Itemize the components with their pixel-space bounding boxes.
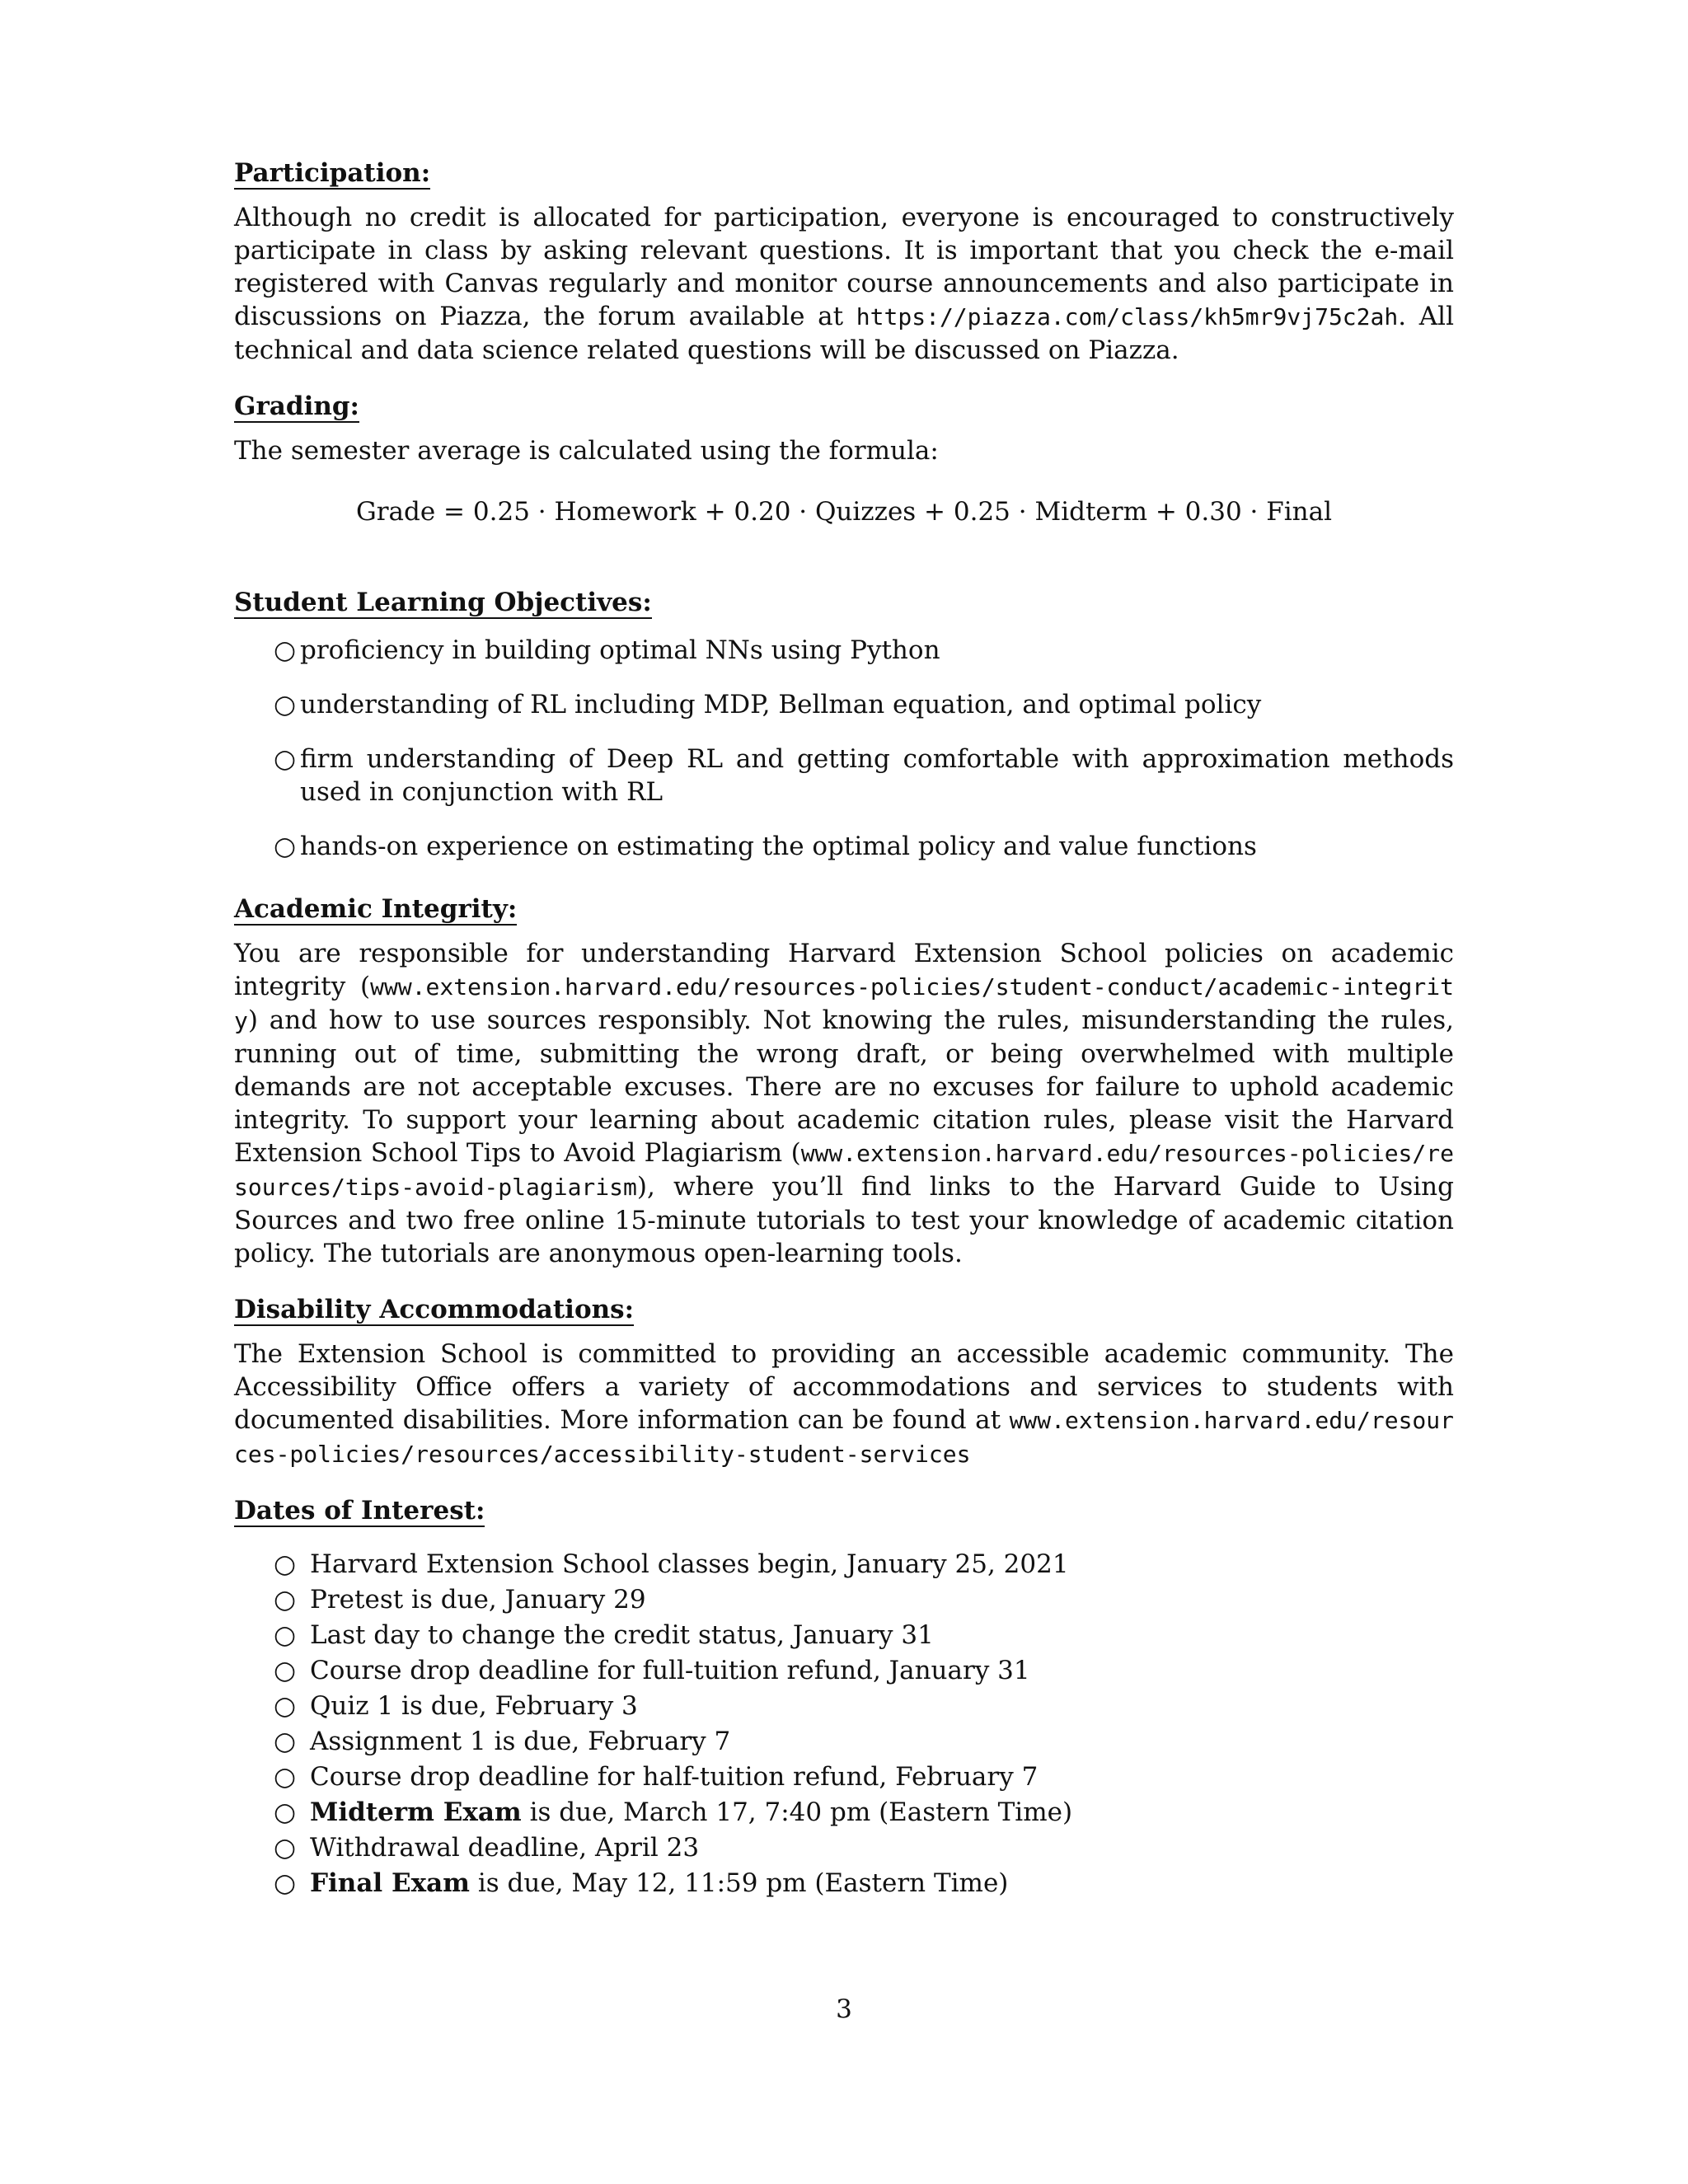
list-item — [274, 688, 1454, 721]
date-text: Course drop deadline for half-tuition refund, February 7 — [310, 1762, 1039, 1792]
objective-text: understanding of RL including MDP, Bellman equation, and optimal policy — [300, 690, 1262, 719]
bullet-icon: ○ — [274, 1833, 297, 1863]
date-text: Harvard Extension School classes begin, January 25, 2021 — [310, 1549, 1069, 1579]
list-item — [274, 1653, 1454, 1689]
document-page — [234, 157, 1454, 1924]
participation-paragraph — [234, 201, 1454, 367]
disability-heading: Disability Accommodations: — [234, 1295, 635, 1324]
list-item — [274, 1760, 1454, 1795]
list-item — [274, 1830, 1454, 1866]
midterm-exam-label: Midterm Exam — [310, 1797, 522, 1827]
date-text: Assignment 1 is due, February 7 — [310, 1727, 731, 1756]
bullet-icon: ○ — [274, 744, 297, 774]
bullet-icon: ○ — [274, 1620, 297, 1650]
integrity-section — [234, 893, 1454, 1270]
final-exam-label: Final Exam — [310, 1868, 470, 1898]
participation-section — [234, 157, 1454, 367]
date-text: Withdrawal deadline, April 23 — [310, 1833, 700, 1863]
date-text: Course drop deadline for full-tuition refund, January 31 — [310, 1656, 1030, 1685]
bullet-icon: ○ — [274, 1656, 297, 1685]
bullet-icon: ○ — [274, 1868, 297, 1898]
disability-paragraph — [234, 1338, 1454, 1471]
date-text: is due, March 17, 7:40 pm (Eastern Time) — [521, 1797, 1073, 1827]
list-item — [274, 1689, 1454, 1724]
list-item — [274, 1582, 1454, 1618]
grading-section — [234, 390, 1454, 528]
bullet-icon: ○ — [274, 1549, 297, 1579]
piazza-link[interactable]: https://piazza.com/class/kh5mr9vj75c2ah — [856, 303, 1399, 330]
list-item — [274, 743, 1454, 808]
participation-heading: Participation: — [234, 158, 431, 188]
academic-integrity-link[interactable]: www.extension.harvard.edu/resources-policies/student-conduct/academic-integrity — [234, 973, 1454, 1034]
accessibility-services-link[interactable]: www.extension.harvard.edu/resources-policies/resources/accessibility-student-services — [234, 1407, 1454, 1468]
tips-avoid-plagiarism-link[interactable]: www.extension.harvard.edu/resources-policies/resources/tips-avoid-plagiarism — [234, 1140, 1454, 1201]
bullet-icon: ○ — [274, 1797, 297, 1827]
objectives-section — [234, 586, 1454, 863]
dates-list — [234, 1547, 1454, 1901]
integrity-text-2: ) and how to use sources responsibly. Not knowing the rules, misunderstanding the rules, running out of time, submitting the wrong draft, or being overwhelmed with multiple demands are not acceptable excuses. There are no excuses for failure to uphold academic integrity. To support your learning about academic citation rules, please visit the Harvard Extension School Tips to Avoid Plagiarism ( — [234, 1005, 1454, 1168]
list-item — [274, 1547, 1454, 1582]
list-item — [274, 830, 1454, 863]
bullet-icon: ○ — [274, 1727, 297, 1756]
objective-text: proficiency in building optimal NNs using Python — [300, 635, 940, 665]
integrity-text-3: ), where you’ll find links to the Harvard Guide to Using Sources and two free online 15-minute tutorials to test your knowledge of academic citation policy. The tutorials are anonymous open-learning tools. — [234, 1172, 1454, 1268]
list-item — [274, 1795, 1454, 1830]
date-text: Last day to change the credit status, January 31 — [310, 1620, 934, 1650]
participation-text-1: Although no credit is allocated for participation, everyone is encouraged to constructively participate in class by asking relevant questions. It is important that you check the e-mail registered with Canvas regularly and monitor course announcements and also participate in discussions on Piazza, the forum available at — [234, 203, 1454, 331]
grade-formula: Grade = 0.25 · Homework + 0.20 · Quizzes + 0.25 · Midterm + 0.30 · Final — [355, 497, 1333, 527]
date-text: is due, May 12, 11:59 pm (Eastern Time) — [469, 1868, 1009, 1898]
page-number: 3 — [836, 1994, 852, 2024]
disability-text-1: The Extension School is committed to providing an accessible academic community. The Accessibility Office offers a variety of accommodations and services to students with documented disabilities. More information can be found at — [234, 1339, 1454, 1435]
integrity-text-1: You are responsible for understanding Harvard Extension School policies on academic integrity ( — [234, 939, 1454, 1001]
grading-heading: Grading: — [234, 391, 360, 421]
bullet-icon: ○ — [274, 832, 297, 861]
integrity-heading: Academic Integrity: — [234, 894, 518, 924]
bullet-icon: ○ — [274, 1762, 297, 1792]
disability-section — [234, 1293, 1454, 1471]
bullet-icon: ○ — [274, 690, 297, 719]
objective-text: firm understanding of Deep RL and getting comfortable with approximation methods used in conjunction with RL — [300, 744, 1454, 807]
list-item — [274, 634, 1454, 667]
date-text: Quiz 1 is due, February 3 — [310, 1691, 638, 1721]
bullet-icon: ○ — [274, 1585, 297, 1615]
bullet-icon: ○ — [274, 635, 297, 665]
list-item — [274, 1724, 1454, 1760]
integrity-paragraph — [234, 937, 1454, 1270]
objective-text: hands-on experience on estimating the optimal policy and value functions — [300, 832, 1257, 861]
objectives-list — [234, 634, 1454, 863]
list-item — [274, 1866, 1454, 1901]
dates-section — [234, 1494, 1454, 1901]
date-text: Pretest is due, January 29 — [310, 1585, 646, 1615]
participation-text-2: . All technical and data science related questions will be discussed on Piazza. — [234, 302, 1454, 365]
objectives-heading: Student Learning Objectives: — [234, 588, 652, 617]
bullet-icon: ○ — [274, 1691, 297, 1721]
list-item — [274, 1618, 1454, 1653]
grading-paragraph: The semester average is calculated using the formula: — [234, 436, 939, 466]
dates-heading: Dates of Interest: — [234, 1496, 485, 1526]
